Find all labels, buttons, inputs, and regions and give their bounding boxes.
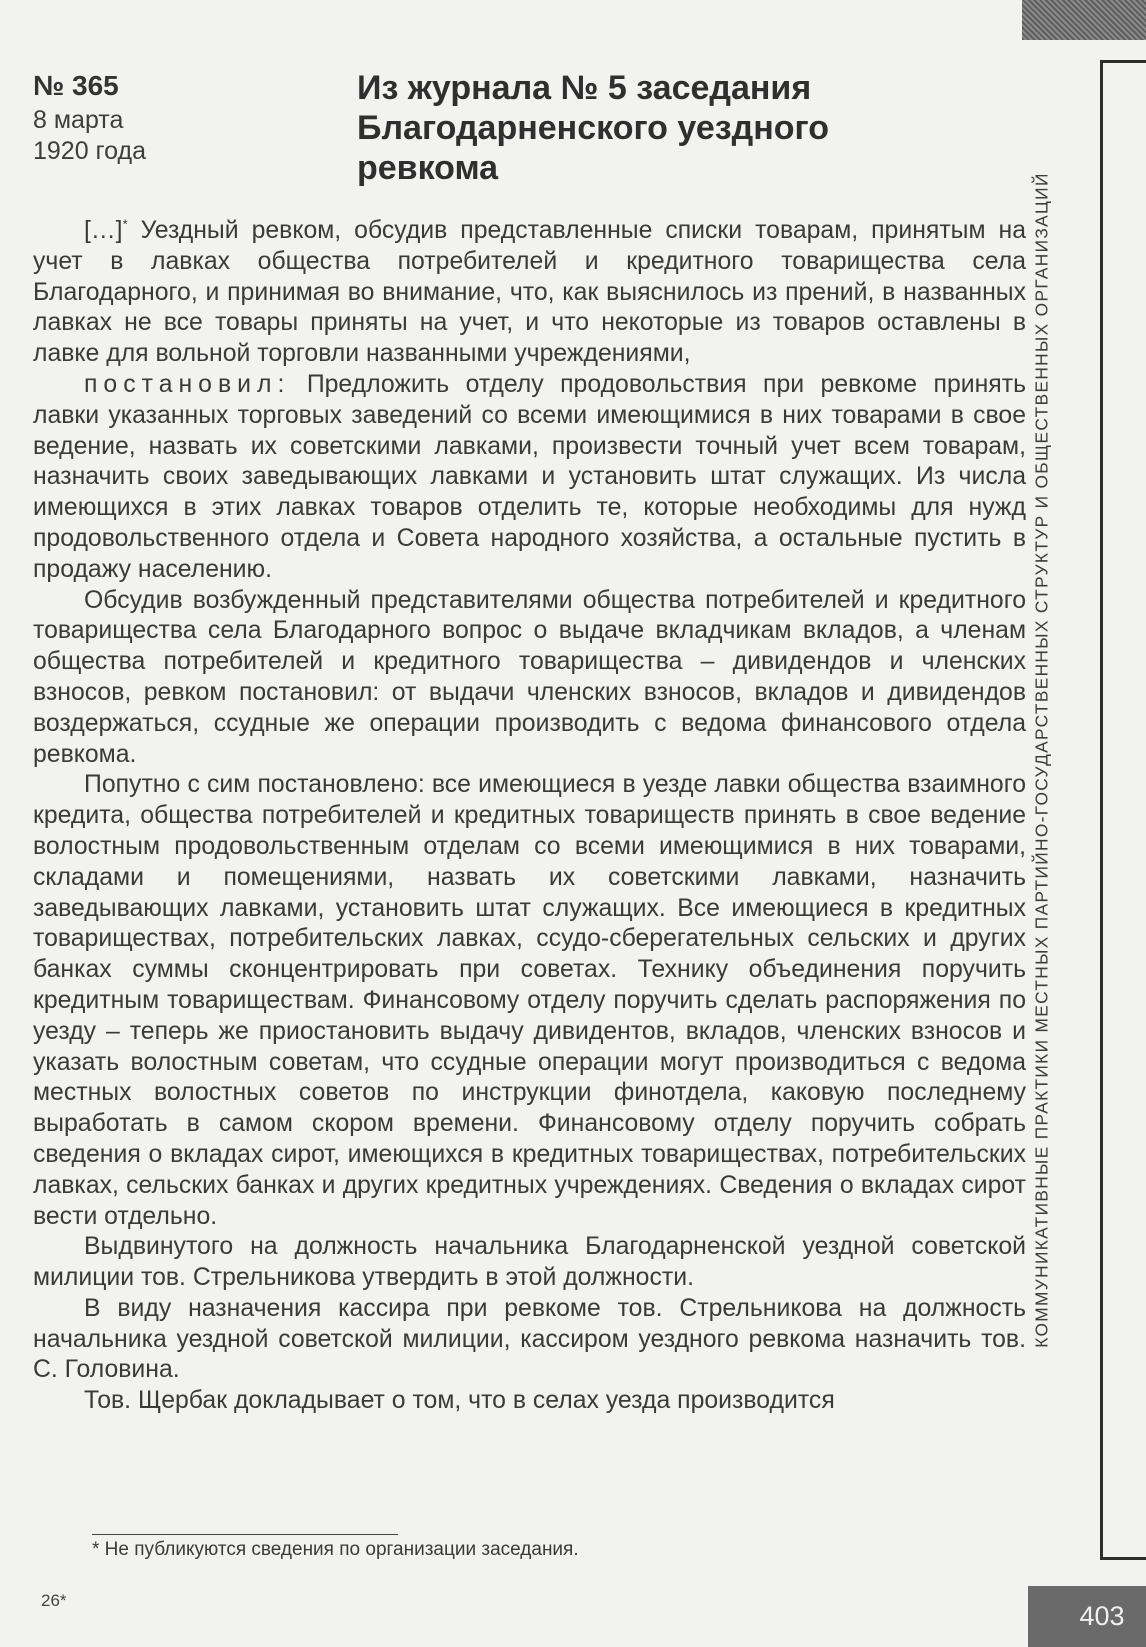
title-line: ревкома bbox=[357, 149, 499, 187]
date-day: 8 марта bbox=[33, 106, 124, 134]
paragraph-text: Предложить отделу продовольствия при ревкоме принять лавки указанных торговых заведений со всеми имеющимися в них товарами в свое ведение, назвать их советскими лавками, произвести точный учет всем товарам, назначить своих заведывающих лавками и установить штат служащих. Из числа имеющихся в этих лавках товаров отделить те, которые необходимы для нужд продовольственного отдела и Совета народного хозяйства, а остальные пустить в продажу населению. bbox=[33, 370, 1026, 583]
paragraph: В виду назначения кассира при ревкоме тов. Стрельникова на должность начальника уездной советской милиции, кассиром уездного ревкома назначить тов. С. Головина. bbox=[33, 1294, 1026, 1384]
title-line: Из журнала № 5 заседания bbox=[357, 69, 812, 107]
paragraph: Тов. Щербак докладывает о том, что в селах уезда производится bbox=[84, 1387, 835, 1415]
paragraph-text: Уездный ревком, обсудив представленные списки товарам, принятым на учет в лавках общества потребителей и кредитного товарищества села Благодарного, и принимая во внимание, что, как выяснилось из прений, в названных лавках не все товары приняты на учет, и что некоторые из товаров оставлены в лавке для вольной торговли названными учреждениями, bbox=[33, 217, 1026, 368]
page-edge-frame bbox=[1100, 60, 1146, 1560]
title-line: Благодарненского уездного bbox=[357, 109, 830, 147]
footnote-marker: * bbox=[122, 216, 128, 232]
page-number-tab bbox=[1028, 1586, 1146, 1647]
printer-signature: 26* bbox=[41, 1591, 67, 1610]
paragraph: Выдвинутого на должность начальника Благодарненской уездной советской милиции тов. Стрельникова утвердить в этой должности. bbox=[33, 1233, 1026, 1292]
section-running-title: КОММУНИКАТИВНЫЕ ПРАКТИКИ МЕСТНЫХ ПАРТИЙНО-ГОСУДАРСТВЕННЫХ СТРУКТУР И ОБЩЕСТВЕННЫХ ОРГАНИЗАЦИЙ bbox=[1031, 172, 1052, 1348]
omission-mark: […] bbox=[84, 217, 123, 244]
resolution-word: постановил: bbox=[84, 370, 291, 398]
paragraph bbox=[33, 370, 1026, 586]
footnote: * Не публикуются сведения по организации заседания. bbox=[92, 1539, 579, 1560]
paragraph: Попутно с сим постановлено: все имеющиеся в уезде лавки общества взаимного кредита, общества потребителей и кредитных товариществ принять в свое ведение волостным продовольственным отделам со всеми имеющимися в них товарами, складами и помещениями, назвать их советскими лавками, назначить заведывающих лавками, установить штат служащих. Все имеющиеся в кредитных товариществах, потребительских лавках, ссудо-сберегательных сельских и других банках суммы сконцентрировать при советах. Технику объединения поручить кредитным товариществам. Финансовому отделу поручить сделать распоряжения по уезду – теперь же приостановить выдачу дивидентов, вкладов, членских взносов и указать волостным советам, что ссудные операции могут производиться с ведома местных волостных советов по инструкции финотдела, каковую последнему выработать в самом скором времени. Финансовому отделу поручить собрать сведения о вкладах сирот, имеющихся в кредитных товариществах, потребительских лавках, сельских банках и других кредитных учреждениях. Сведения о вкладах сирот вести отдельно. bbox=[33, 771, 1026, 1230]
top-corner-tab bbox=[1022, 0, 1146, 40]
page-number: 403 bbox=[1079, 1601, 1125, 1631]
date-year: 1920 года bbox=[33, 137, 146, 165]
document-date bbox=[33, 105, 146, 167]
paragraph: Обсудив возбужденный представителями общества потребителей и кредитного товарищества села Благодарного вопрос о выдаче вкладчикам вкладов, а членам общества потребителей и кредитного товарищества – дивидендов и членских взносов, ревком постановил: от выдачи членских взносов, вкладов и дивидендов воздержаться, ссудные же операции производить с ведома финансового отдела ревкома. bbox=[33, 586, 1026, 768]
document-number: № 365 bbox=[33, 70, 119, 101]
document-title bbox=[357, 68, 997, 188]
footnote-divider bbox=[92, 1534, 398, 1535]
paragraph bbox=[33, 216, 1026, 370]
document-body bbox=[33, 216, 1026, 1417]
